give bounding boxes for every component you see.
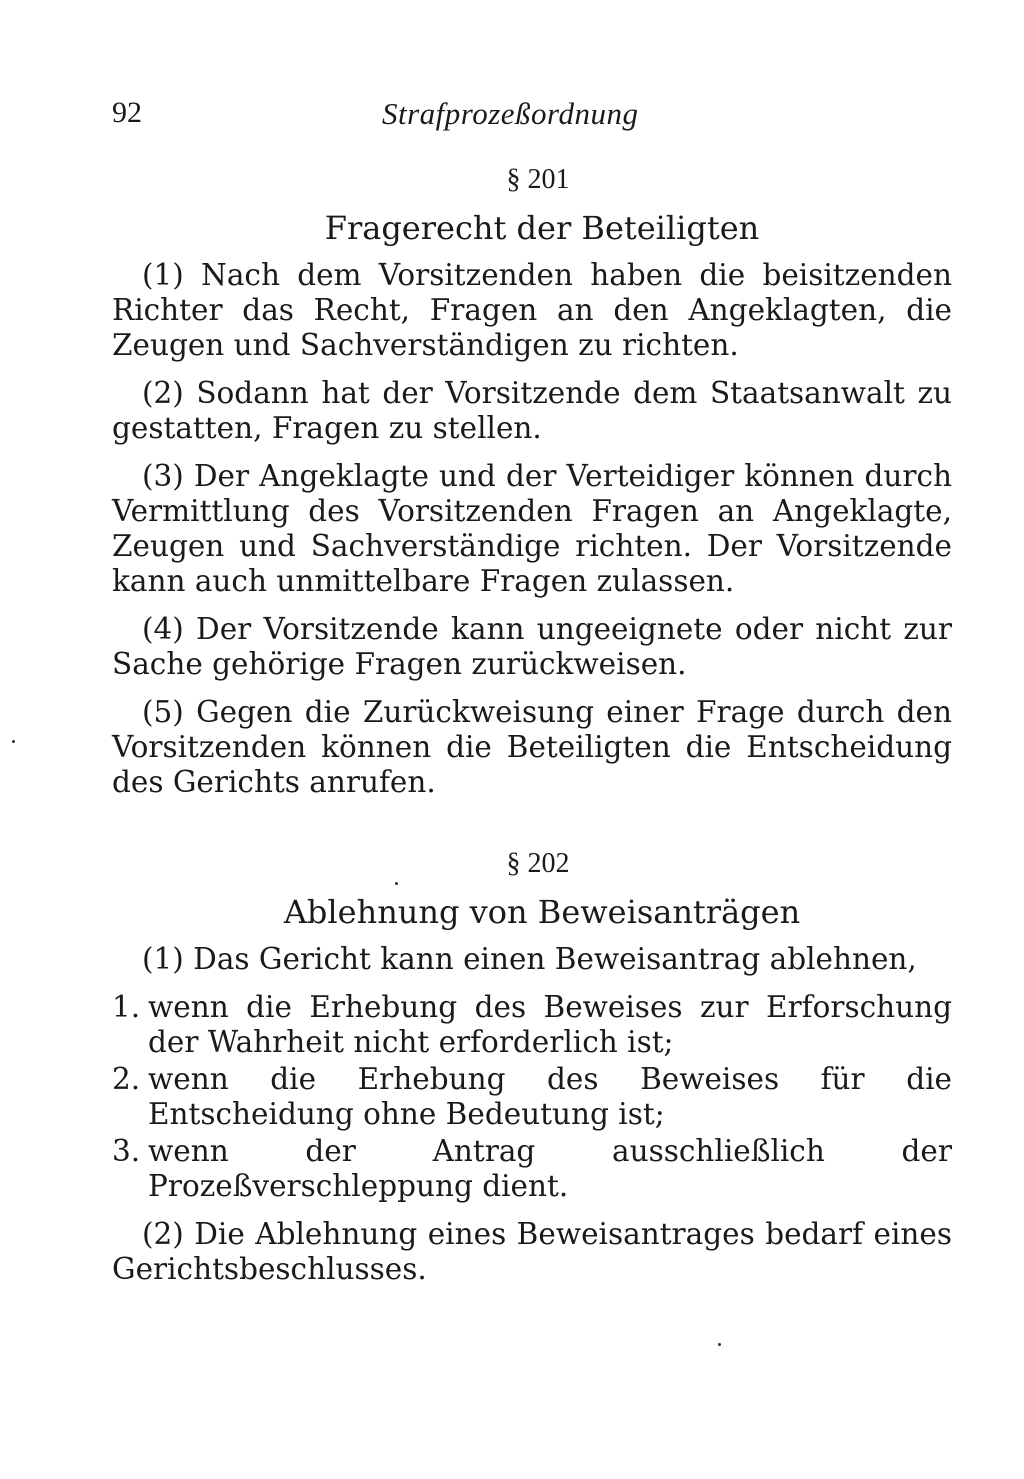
section-title: Ablehnung von Beweisanträgen	[283, 893, 801, 931]
scan-speck	[395, 882, 398, 885]
paragraph-1: (1) Nach dem Vorsitzenden haben die beisitzenden Richter das Recht, Fragen an den Angeklagten, die Zeugen und Sachverständigen zu richten.	[112, 258, 952, 362]
list-item	[112, 1062, 952, 1132]
section-number: § 201	[506, 164, 570, 195]
list-text: wenn der Antrag ausschließlich der Prozeßverschleppung dient.	[148, 1134, 952, 1203]
paragraph-intro: (1) Das Gericht kann einen Beweisantrag ablehnen,	[142, 942, 917, 976]
running-title: Strafprozeßordnung	[382, 96, 639, 131]
list-text: wenn die Erhebung des Beweises für die Entscheidung ohne Bedeutung ist;	[148, 1062, 952, 1131]
list-text: wenn die Erhebung des Beweises zur Erforschung der Wahrheit nicht erforderlich ist;	[148, 990, 952, 1059]
section-title: Fragerecht der Beteiligten	[324, 209, 760, 247]
list-number: 3.	[112, 1134, 141, 1168]
section-number: § 202	[506, 848, 570, 879]
list-item	[112, 990, 952, 1060]
numbered-list	[112, 990, 952, 1204]
paragraph-4: (4) Der Vorsitzende kann ungeeignete oder nicht zur Sache gehörige Fragen zurückweisen.	[112, 612, 952, 681]
page-body	[112, 162, 952, 1300]
section-201	[112, 162, 952, 800]
list-number: 2.	[112, 1062, 141, 1096]
section-202	[112, 846, 952, 1287]
page-header	[112, 96, 952, 136]
paragraph-5: (5) Gegen die Zurückweisung einer Frage durch den Vorsitzenden können die Beteiligten die Entscheidung des Gerichts anrufen.	[112, 695, 952, 799]
scan-speck	[12, 740, 15, 743]
paragraph-closing: (2) Die Ablehnung eines Beweisantrages bedarf eines Gerichtsbeschlusses.	[112, 1217, 952, 1286]
list-item	[112, 1134, 952, 1204]
paragraph-3: (3) Der Angeklagte und der Verteidiger können durch Vermittlung des Vorsitzenden Fragen an Angeklagte, Zeugen und Sachverständige richten. Der Vorsitzende kann auch unmittelbare Fragen zulassen.	[112, 459, 952, 598]
page-number: 92	[112, 96, 142, 129]
paragraph-2: (2) Sodann hat der Vorsitzende dem Staatsanwalt zu gestatten, Fragen zu stellen.	[112, 376, 952, 445]
scan-speck	[718, 1343, 721, 1346]
list-number: 1.	[112, 990, 141, 1024]
